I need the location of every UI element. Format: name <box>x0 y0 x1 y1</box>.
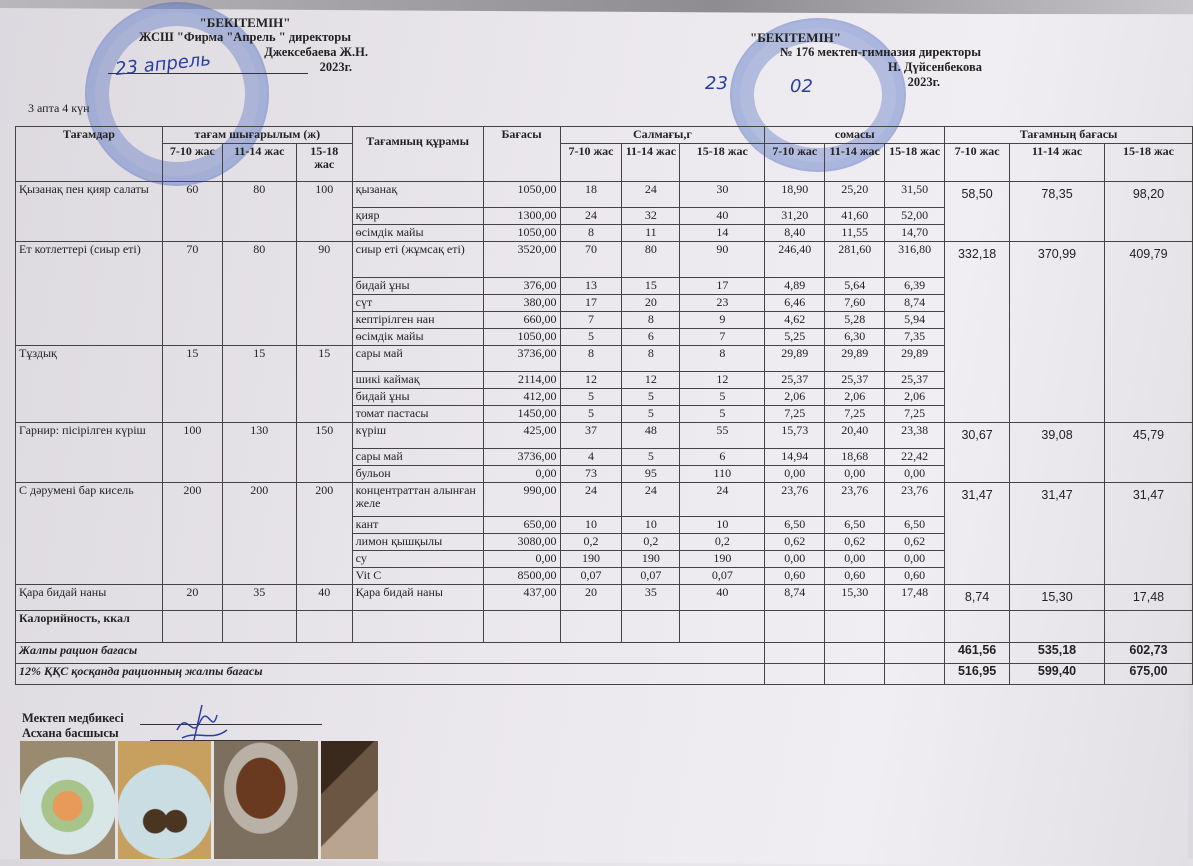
ingredient-sum: 0,60 <box>765 568 825 585</box>
dish-portion: 130 <box>222 423 296 483</box>
dish-name: Қызанақ пен қияр салаты <box>16 182 163 242</box>
ingredient-weight: 0,07 <box>622 568 680 585</box>
ingredient-sum: 2,06 <box>885 389 945 406</box>
ingredient-price: 1300,00 <box>483 208 560 225</box>
ingredient-price: 1050,00 <box>483 329 560 346</box>
ingredient-weight: 90 <box>680 242 765 278</box>
ingredient-sum: 6,30 <box>825 329 885 346</box>
ingredient-price: 412,00 <box>483 389 560 406</box>
ingredient-weight: 24 <box>560 483 622 517</box>
ingredient-sum: 31,50 <box>885 182 945 208</box>
dish-price: 31,47 <box>945 483 1010 585</box>
ingredient-weight: 24 <box>622 483 680 517</box>
ingredient-sum: 15,73 <box>765 423 825 449</box>
empty-cell <box>885 664 945 685</box>
ingredient-sum: 5,28 <box>825 312 885 329</box>
header-composition: Тағамның құрамы <box>352 127 483 182</box>
right-approval <box>740 30 990 90</box>
nurse-signature-label: Мектеп медбикесі <box>22 711 124 725</box>
ingredient-price: 3736,00 <box>483 449 560 466</box>
ingredient-weight: 40 <box>680 208 765 225</box>
ingredient-sum: 7,25 <box>765 406 825 423</box>
empty-cell <box>765 611 825 643</box>
ingredient-weight: 30 <box>680 182 765 208</box>
header-age-sum-0: 7-10 жас <box>765 144 825 182</box>
empty-cell <box>825 664 885 685</box>
total-vat-row-value: 599,40 <box>1010 664 1105 685</box>
ingredient-sum: 0,62 <box>765 534 825 551</box>
header-price: Бағасы <box>483 127 560 182</box>
dish-price: 39,08 <box>1010 423 1105 483</box>
ingredient-sum: 29,89 <box>825 346 885 372</box>
ingredient-name: күріш <box>352 423 483 449</box>
empty-cell <box>560 611 622 643</box>
ingredient-weight: 24 <box>560 208 622 225</box>
ingredient-sum: 5,94 <box>885 312 945 329</box>
ingredient-price: 3520,00 <box>483 242 560 278</box>
header-weight: Салмағы,г <box>560 127 765 144</box>
header-age-weight-1: 11-14 жас <box>622 144 680 182</box>
ingredient-weight: 35 <box>622 585 680 611</box>
total-vat-row-value: 516,95 <box>945 664 1010 685</box>
ingredient-sum: 6,39 <box>885 278 945 295</box>
cutlet-photo <box>118 741 211 859</box>
ingredient-sum: 31,20 <box>765 208 825 225</box>
dish-name: Ет котлеттері (сиыр еті) <box>16 242 163 346</box>
ingredient-weight: 5 <box>622 389 680 406</box>
ingredient-weight: 10 <box>560 517 622 534</box>
dish-price: 17,48 <box>1104 585 1192 611</box>
ingredient-weight: 9 <box>680 312 765 329</box>
ingredient-price: 3080,00 <box>483 534 560 551</box>
ingredient-sum: 0,00 <box>765 466 825 483</box>
ingredient-weight: 20 <box>560 585 622 611</box>
ingredient-weight: 5 <box>560 389 622 406</box>
ingredient-price: 660,00 <box>483 312 560 329</box>
header-age-price-1: 11-14 жас <box>1010 144 1105 182</box>
total-row <box>16 643 1193 664</box>
ingredient-sum: 0,62 <box>825 534 885 551</box>
ingredient-sum: 41,60 <box>825 208 885 225</box>
rye-bread-photo <box>321 741 378 859</box>
ingredient-weight: 190 <box>560 551 622 568</box>
ingredient-name: қияр <box>352 208 483 225</box>
age-header-row <box>16 144 1193 182</box>
ingredient-weight: 12 <box>622 372 680 389</box>
ingredient-sum: 23,76 <box>825 483 885 517</box>
dish-portion: 90 <box>296 242 352 346</box>
table-row <box>16 423 1193 449</box>
ingredient-price: 1450,00 <box>483 406 560 423</box>
ingredient-weight: 5 <box>560 406 622 423</box>
header-age-price-2: 15-18 жас <box>1104 144 1192 182</box>
header-age-sum-1: 11-14 жас <box>825 144 885 182</box>
dish-price: 45,79 <box>1104 423 1192 483</box>
dish-name: Қара бидай наны <box>16 585 163 611</box>
empty-cell <box>680 611 765 643</box>
ingredient-sum: 0,60 <box>885 568 945 585</box>
menu-table-body <box>16 182 1193 685</box>
ingredient-weight: 95 <box>622 466 680 483</box>
ingredient-sum: 2,06 <box>765 389 825 406</box>
right-handwritten-month: 02 <box>790 76 813 97</box>
dish-price: 58,50 <box>945 182 1010 242</box>
ingredient-sum: 23,76 <box>765 483 825 517</box>
ingredient-name: томат пастасы <box>352 406 483 423</box>
dish-price: 98,20 <box>1104 182 1192 242</box>
ingredient-sum: 7,60 <box>825 295 885 312</box>
ingredient-weight: 5 <box>622 406 680 423</box>
ingredient-sum: 0,00 <box>825 551 885 568</box>
ingredient-sum: 25,37 <box>825 372 885 389</box>
empty-cell <box>945 611 1010 643</box>
ingredient-name: қызанақ <box>352 182 483 208</box>
ingredient-name: өсімдік майы <box>352 225 483 242</box>
dish-price: 8,74 <box>945 585 1010 611</box>
ingredient-sum: 0,00 <box>765 551 825 568</box>
ingredient-weight: 190 <box>622 551 680 568</box>
dish-portion: 15 <box>222 346 296 423</box>
dish-price: 15,30 <box>1010 585 1105 611</box>
ingredient-weight: 15 <box>622 278 680 295</box>
dish-portion: 200 <box>296 483 352 585</box>
ingredient-weight: 0,07 <box>680 568 765 585</box>
ingredient-name: концентраттан алынған желе <box>352 483 483 517</box>
ingredient-sum: 22,42 <box>885 449 945 466</box>
dish-name: Тұздық <box>16 346 163 423</box>
ingredient-price: 0,00 <box>483 466 560 483</box>
calories-row <box>16 611 1193 643</box>
ingredient-weight: 23 <box>680 295 765 312</box>
dish-price: 30,67 <box>945 423 1010 483</box>
ingredient-sum: 0,62 <box>885 534 945 551</box>
ingredient-weight: 8 <box>622 312 680 329</box>
total-row-label: Жалпы рацион бағасы <box>16 643 765 664</box>
total-row-value: 461,56 <box>945 643 1010 664</box>
ingredient-weight: 24 <box>680 483 765 517</box>
header-age-sum-2: 15-18 жас <box>885 144 945 182</box>
ingredient-name: сары май <box>352 449 483 466</box>
ingredient-weight: 4 <box>560 449 622 466</box>
total-vat-row-label: 12% ҚҚС қосқанда рационның жалпы бағасы <box>16 664 765 685</box>
empty-cell <box>483 611 560 643</box>
ingredient-sum: 316,80 <box>885 242 945 278</box>
salad-photo <box>20 741 115 859</box>
dish-price: 31,47 <box>1010 483 1105 585</box>
signatures <box>22 711 124 741</box>
ingredient-weight: 12 <box>560 372 622 389</box>
ingredient-sum: 25,20 <box>825 182 885 208</box>
ingredient-weight: 110 <box>680 466 765 483</box>
ingredient-price: 3736,00 <box>483 346 560 372</box>
ingredient-sum: 6,50 <box>885 517 945 534</box>
header-dishes: Тағамдар <box>16 127 163 182</box>
ingredient-name: бульон <box>352 466 483 483</box>
total-row-value: 602,73 <box>1104 643 1192 664</box>
ingredient-name: Vit C <box>352 568 483 585</box>
ingredient-weight: 5 <box>560 329 622 346</box>
dish-portion: 20 <box>162 585 222 611</box>
empty-cell <box>352 611 483 643</box>
ingredient-price: 1050,00 <box>483 182 560 208</box>
ingredient-sum: 7,25 <box>825 406 885 423</box>
header-age-output-1: 11-14 жас <box>222 144 296 182</box>
header-age-price-0: 7-10 жас <box>945 144 1010 182</box>
ingredient-weight: 20 <box>622 295 680 312</box>
ingredient-sum: 0,00 <box>885 466 945 483</box>
dish-price: 370,99 <box>1010 242 1105 423</box>
ingredient-sum: 8,74 <box>765 585 825 611</box>
empty-cell <box>622 611 680 643</box>
dish-price: 78,35 <box>1010 182 1105 242</box>
dish-name: Гарнир: пісірілген күріш <box>16 423 163 483</box>
empty-cell <box>162 611 222 643</box>
dish-price: 332,18 <box>945 242 1010 423</box>
ingredient-sum: 20,40 <box>825 423 885 449</box>
ingredient-sum: 5,64 <box>825 278 885 295</box>
empty-cell <box>222 611 296 643</box>
ingredient-sum: 11,55 <box>825 225 885 242</box>
week-label: 3 апта 4 күн <box>28 101 90 115</box>
dish-portion: 15 <box>296 346 352 423</box>
ingredient-name: лимон қышқылы <box>352 534 483 551</box>
ingredient-sum: 0,00 <box>825 466 885 483</box>
ingredient-weight: 80 <box>622 242 680 278</box>
ingredient-weight: 0,2 <box>680 534 765 551</box>
dish-price: 31,47 <box>1104 483 1192 585</box>
empty-cell <box>885 643 945 664</box>
ingredient-weight: 6 <box>680 449 765 466</box>
ingredient-name: кептірілген нан <box>352 312 483 329</box>
ingredient-price: 8500,00 <box>483 568 560 585</box>
ingredient-weight: 17 <box>680 278 765 295</box>
empty-cell <box>1010 611 1105 643</box>
right-approval-name: Н. Дүйсенбекова <box>887 60 982 74</box>
ingredient-weight: 8 <box>680 346 765 372</box>
ingredient-sum: 0,60 <box>825 568 885 585</box>
ingredient-sum: 8,40 <box>765 225 825 242</box>
ingredient-weight: 73 <box>560 466 622 483</box>
ingredient-sum: 18,68 <box>825 449 885 466</box>
ingredient-name: сары май <box>352 346 483 372</box>
calories-label: Калорийность, ккал <box>16 611 163 643</box>
ingredient-sum: 15,30 <box>825 585 885 611</box>
ingredient-sum: 23,76 <box>885 483 945 517</box>
table-row <box>16 242 1193 278</box>
ingredient-name: Қара бидай наны <box>352 585 483 611</box>
ingredient-price: 0,00 <box>483 551 560 568</box>
ingredient-weight: 0,2 <box>622 534 680 551</box>
ingredient-sum: 17,48 <box>885 585 945 611</box>
dish-portion: 70 <box>162 242 222 346</box>
total-vat-row-value: 675,00 <box>1104 664 1192 685</box>
ingredient-weight: 11 <box>622 225 680 242</box>
header-output: тағам шығарылым (ж) <box>162 127 352 144</box>
ingredient-sum: 281,60 <box>825 242 885 278</box>
ingredient-sum: 5,25 <box>765 329 825 346</box>
header-age-weight-0: 7-10 жас <box>560 144 622 182</box>
ingredient-sum: 6,50 <box>825 517 885 534</box>
ingredient-sum: 0,00 <box>885 551 945 568</box>
ingredient-price: 376,00 <box>483 278 560 295</box>
ingredient-name: өсімдік майы <box>352 329 483 346</box>
ingredient-weight: 24 <box>622 182 680 208</box>
ingredient-sum: 25,37 <box>885 372 945 389</box>
total-vat-row <box>16 664 1193 685</box>
empty-cell <box>825 611 885 643</box>
ingredient-weight: 48 <box>622 423 680 449</box>
dish-portion: 200 <box>222 483 296 585</box>
ingredient-weight: 13 <box>560 278 622 295</box>
ingredient-weight: 0,2 <box>560 534 622 551</box>
ingredient-weight: 14 <box>680 225 765 242</box>
ingredient-weight: 8 <box>560 346 622 372</box>
ingredient-weight: 7 <box>560 312 622 329</box>
dish-portion: 80 <box>222 242 296 346</box>
total-row-value: 535,18 <box>1010 643 1105 664</box>
ingredient-price: 437,00 <box>483 585 560 611</box>
ingredient-weight: 190 <box>680 551 765 568</box>
left-approval-year: 2023г. <box>319 60 352 74</box>
header-age-output-2: 15-18 жас <box>296 144 352 182</box>
header-dish-price: Тағамның бағасы <box>945 127 1193 144</box>
right-handwritten-day: 23 <box>705 73 728 94</box>
ingredient-sum: 29,89 <box>885 346 945 372</box>
ingredient-sum: 52,00 <box>885 208 945 225</box>
ingredient-name: бидай ұны <box>352 389 483 406</box>
ingredient-weight: 40 <box>680 585 765 611</box>
dish-portion: 15 <box>162 346 222 423</box>
ingredient-weight: 32 <box>622 208 680 225</box>
empty-cell <box>1104 611 1192 643</box>
ingredient-name: сүт <box>352 295 483 312</box>
dish-portion: 100 <box>162 423 222 483</box>
ingredient-sum: 14,94 <box>765 449 825 466</box>
header-sum: сомасы <box>765 127 945 144</box>
canteen-head-signature-label: Асхана басшысы <box>22 726 119 740</box>
table-row <box>16 182 1193 208</box>
ingredient-weight: 6 <box>622 329 680 346</box>
header-age-weight-2: 15-18 жас <box>680 144 765 182</box>
ingredient-weight: 5 <box>622 449 680 466</box>
ingredient-weight: 55 <box>680 423 765 449</box>
ingredient-name: кант <box>352 517 483 534</box>
dish-name: С дәрумені бар кисель <box>16 483 163 585</box>
right-approval-year: 2023г. <box>907 75 940 89</box>
ingredient-sum: 7,25 <box>885 406 945 423</box>
ingredient-weight: 18 <box>560 182 622 208</box>
ingredient-weight: 7 <box>680 329 765 346</box>
left-approval-position: ЖСШ "Фирма "Апрель " директоры <box>138 30 352 44</box>
ingredient-sum: 18,90 <box>765 182 825 208</box>
ingredient-sum: 7,35 <box>885 329 945 346</box>
dish-portion: 80 <box>222 182 296 242</box>
ingredient-sum: 23,38 <box>885 423 945 449</box>
ingredient-name: шикі каймақ <box>352 372 483 389</box>
ingredient-sum: 246,40 <box>765 242 825 278</box>
dish-portion: 35 <box>222 585 296 611</box>
left-approval-title: "БЕКІТЕМІН" <box>199 15 291 30</box>
ingredient-price: 2114,00 <box>483 372 560 389</box>
dish-portion: 60 <box>162 182 222 242</box>
menu-table <box>15 126 1193 685</box>
ingredient-price: 650,00 <box>483 517 560 534</box>
ingredient-name: су <box>352 551 483 568</box>
ingredient-sum: 6,46 <box>765 295 825 312</box>
ingredient-weight: 8 <box>622 346 680 372</box>
ingredient-weight: 0,07 <box>560 568 622 585</box>
kissel-photo <box>214 741 318 859</box>
ingredient-sum: 29,89 <box>765 346 825 372</box>
table-row <box>16 483 1193 517</box>
ingredient-sum: 8,74 <box>885 295 945 312</box>
left-handwritten-date: 23 апрель <box>114 49 212 80</box>
ingredient-weight: 17 <box>560 295 622 312</box>
ingredient-weight: 10 <box>680 517 765 534</box>
empty-cell <box>825 643 885 664</box>
ingredient-sum: 14,70 <box>885 225 945 242</box>
ingredient-name: сиыр еті (жұмсақ еті) <box>352 242 483 278</box>
ingredient-weight: 10 <box>622 517 680 534</box>
empty-cell <box>765 643 825 664</box>
ingredient-weight: 12 <box>680 372 765 389</box>
ingredient-sum: 2,06 <box>825 389 885 406</box>
empty-cell <box>296 611 352 643</box>
dish-portion: 100 <box>296 182 352 242</box>
left-approval-name: Джексебаева Ж.Н. <box>264 45 368 59</box>
table-row <box>16 585 1193 611</box>
ingredient-price: 990,00 <box>483 483 560 517</box>
empty-cell <box>765 664 825 685</box>
ingredient-price: 425,00 <box>483 423 560 449</box>
dish-price: 409,79 <box>1104 242 1192 423</box>
right-approval-title: "БЕКІТЕМІН" <box>750 30 841 45</box>
right-approval-position: № 176 мектеп-гимназия директоры <box>780 45 982 59</box>
dish-portion: 200 <box>162 483 222 585</box>
ingredient-price: 380,00 <box>483 295 560 312</box>
ingredient-sum: 25,37 <box>765 372 825 389</box>
ingredient-sum: 6,50 <box>765 517 825 534</box>
ingredient-weight: 5 <box>680 406 765 423</box>
ingredient-weight: 5 <box>680 389 765 406</box>
ingredient-sum: 4,89 <box>765 278 825 295</box>
dish-portion: 150 <box>296 423 352 483</box>
header-age-output-0: 7-10 жас <box>162 144 222 182</box>
ingredient-sum: 4,62 <box>765 312 825 329</box>
empty-cell <box>885 611 945 643</box>
ingredient-name: бидай ұны <box>352 278 483 295</box>
ingredient-weight: 8 <box>560 225 622 242</box>
ingredient-weight: 70 <box>560 242 622 278</box>
ingredient-price: 1050,00 <box>483 225 560 242</box>
dish-portion: 40 <box>296 585 352 611</box>
ingredient-weight: 37 <box>560 423 622 449</box>
